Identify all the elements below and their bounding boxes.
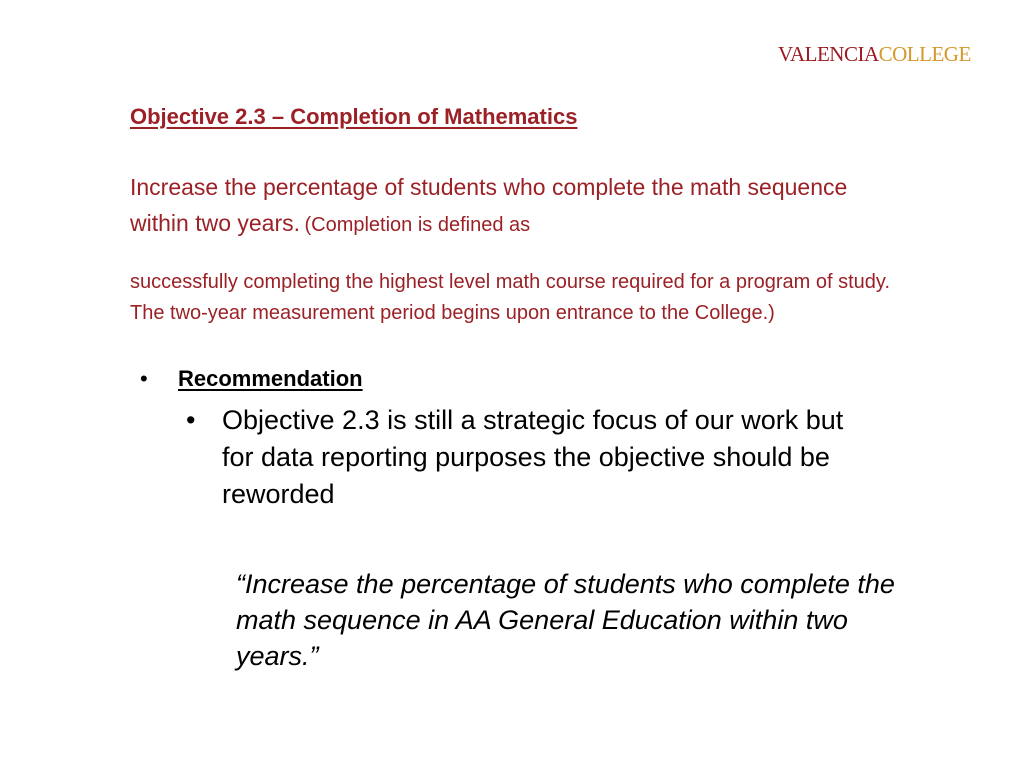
recommendation-heading: Recommendation [178, 366, 363, 391]
logo-valencia-text: VALENCIA [778, 42, 879, 66]
objective-main-text: Increase the percentage of students who complete the math sequence within two years. [130, 174, 848, 236]
recommendation-sub-bullet [186, 402, 886, 513]
slide-title: Objective 2.3 – Completion of Mathematics [130, 104, 578, 129]
college-logo [778, 42, 971, 66]
objective-note-intro: (Completion is defined as [304, 214, 531, 236]
objective-statement [130, 171, 905, 243]
recommendation-text: Objective 2.3 is still a strategic focus of our work but for data reporting purposes the objective should be reworded [222, 405, 844, 509]
reworded-objective-quote: “Increase the percentage of students who complete the math sequence in AA General Education within two years.” [236, 569, 895, 671]
bullet-dot: • [140, 366, 148, 391]
recommendation-bullet [140, 364, 363, 394]
sub-bullet-dot: • [186, 405, 196, 435]
logo-college-text: COLLEGE [878, 42, 971, 66]
objective-definition-note: successfully completing the highest level math course required for a program of study. The two-year measurement period begins upon entrance to the College.) [130, 271, 890, 324]
